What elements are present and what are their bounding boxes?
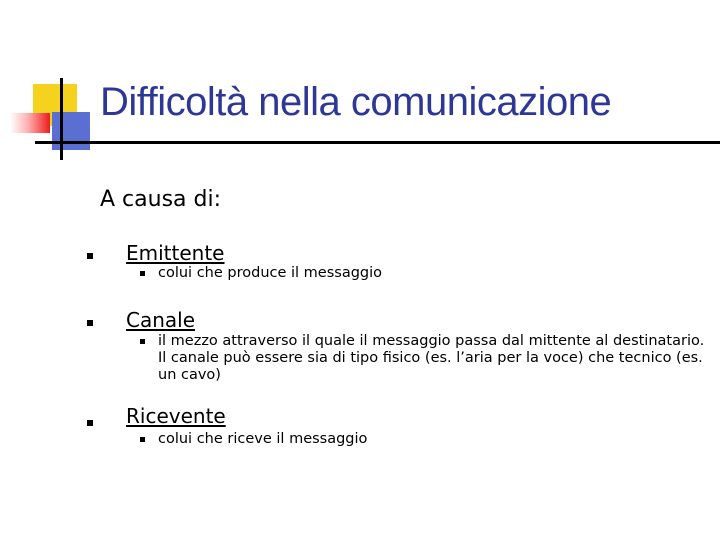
bullet-icon (87, 253, 93, 259)
detail-emphasis: riceve il messaggio (227, 431, 368, 447)
detail-emphasis: il mezzo (158, 333, 218, 349)
sub-bullet-icon (140, 271, 145, 276)
bullet-icon (87, 320, 93, 326)
decor-vertical-line (60, 78, 63, 160)
sub-bullet-icon (140, 339, 145, 344)
item-heading-ricevente: Ricevente (126, 404, 226, 428)
intro-text: A causa di: (100, 187, 221, 212)
item-heading-canale: Canale (126, 308, 196, 332)
slide-title: Difficoltà nella comunicazione (100, 80, 612, 124)
detail-text: (es. un cavo) (158, 350, 703, 383)
sub-bullet-icon (140, 437, 145, 442)
detail-text: attraverso il quale il messaggio passa dal mittente al destinatario. Il canale può essere sia di tipo (158, 333, 705, 366)
item-heading-emittente: Emittente (126, 241, 225, 265)
title-underline (35, 141, 720, 144)
detail-emphasis: produce il messaggio (227, 265, 383, 281)
item-detail-emittente (158, 265, 382, 282)
detail-text: colui che (158, 265, 228, 281)
decor-blue-square (52, 112, 90, 150)
detail-text: (es. l’aria per la voce) che (420, 350, 619, 366)
item-detail-ricevente (158, 431, 367, 448)
detail-emphasis: tecnico (618, 350, 672, 366)
decor-red-bar (10, 113, 50, 133)
bullet-icon (87, 420, 93, 426)
detail-emphasis: fisico (382, 350, 421, 366)
item-detail-canale (158, 333, 710, 384)
detail-text: colui che (158, 431, 228, 447)
